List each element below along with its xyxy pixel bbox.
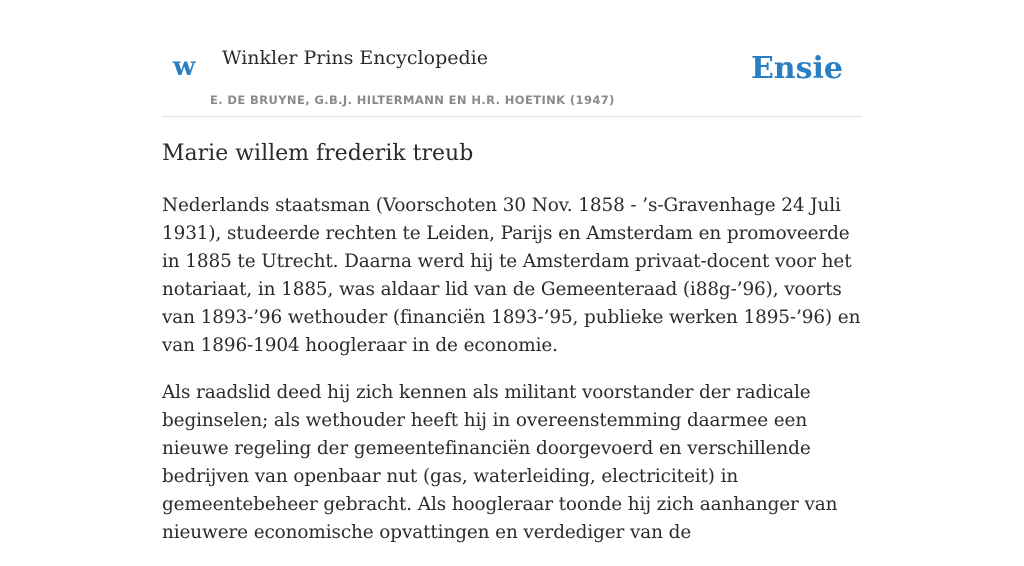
site-header [162, 0, 862, 117]
ensie-logo[interactable]: Ensie [750, 51, 843, 86]
encyclopedia-title[interactable]: Winkler Prins Encyclopedie [222, 47, 488, 69]
article-paragraph: Als raadslid deed hij zich kennen als militant voorstander der radicale beginselen; als wethouder heeft hij in overeenstemming daarmee een nieuwe regeling der gemeentefinanciën doorgevoerd en verschillende bedrijven van openbaar nut (gas, waterleiding, electriciteit) in gemeentebeheer gebracht. Als hoogleraar toonde hij zich aanhanger van nieuwere economische opvattingen en verdediger van de [162, 382, 838, 543]
article-paragraph: Nederlands staatsman (Voorschoten 30 Nov. 1858 - ’s-Gravenhage 24 Juli 1931), studeerde rechten te Leiden, Parijs en Amsterdam en promoveerde in 1885 te Utrecht. Daarna werd hij te Amsterdam privaat-docent voor het notariaat, in 1885, was aldaar lid van de Gemeenteraad (i88g-’96), voorts van 1893-’96 wethouder (financiën 1893-’95, publieke werken 1895-’96) en van 1896-1904 hoogleraar in de economie. [162, 195, 861, 356]
winkler-prins-logo[interactable]: w [173, 52, 196, 82]
article-title: Marie willem frederik treub [162, 141, 474, 166]
article-body [162, 192, 862, 566]
encyclopedia-authors: E. DE BRUYNE, G.B.J. HILTERMANN EN H.R. HOETINK (1947) [210, 93, 615, 107]
page-container [162, 0, 862, 543]
